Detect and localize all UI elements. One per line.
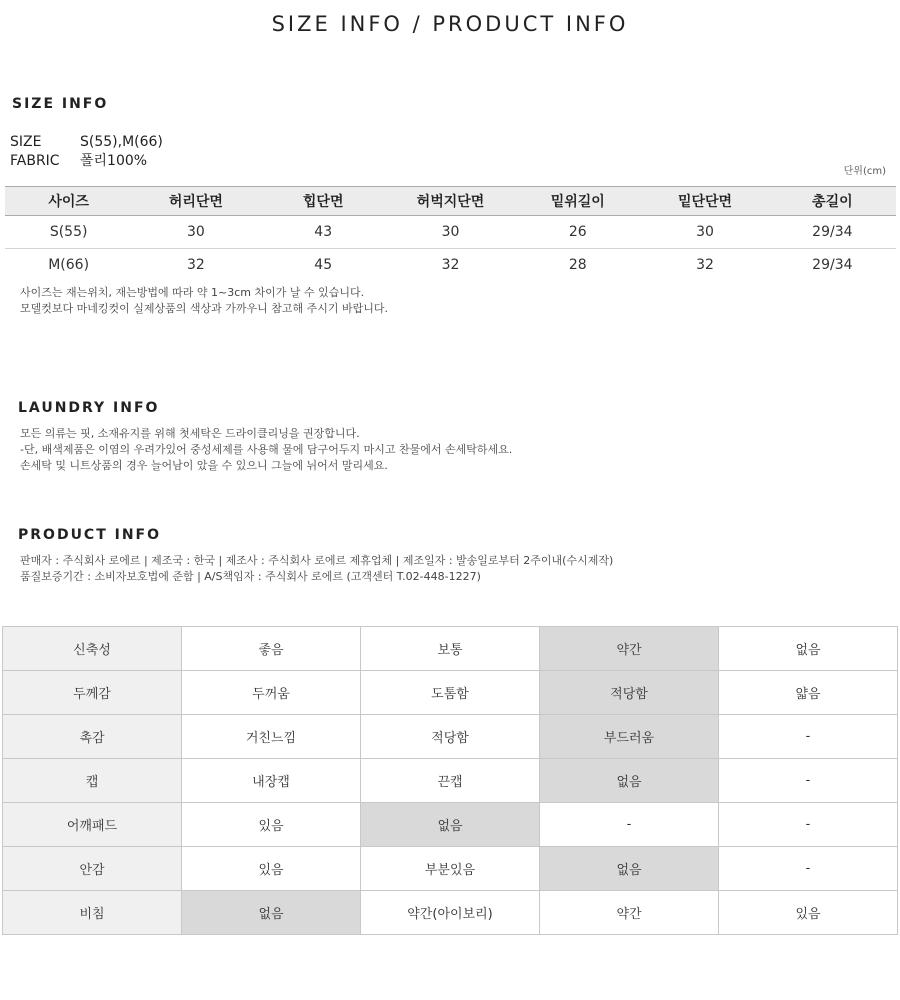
feel-option: 없음 [540,759,719,803]
product-info-line: 판매자 : 주식회사 로에르 | 제조국 : 한국 | 제조사 : 주식회사 로에르 제휴업체 | 제조일자 : 발송일로부터 2주이내(수시제작) [20,554,614,567]
feel-option: 좋음 [182,627,361,671]
feel-option: 적당함 [540,671,719,715]
feel-option: 없음 [719,627,898,671]
table-cell: 30 [641,216,768,249]
feel-label: 어깨패드 [3,803,182,847]
feel-label: 캡 [3,759,182,803]
feel-option: 내장캡 [182,759,361,803]
table-cell: M(66) [48,257,90,274]
table-row [5,216,896,249]
size-table-header-row [5,187,896,216]
header-rise: 밑위길이 [514,187,641,216]
table-cell: 43 [260,216,387,249]
feel-option: - [719,847,898,891]
feel-option: 두꺼움 [182,671,361,715]
table-cell: 45 [314,257,333,274]
header-hem: 밑단단면 [641,187,768,216]
feel-option: - [540,803,719,847]
laundry-line: -단, 배색제품은 이염의 우려가있어 중성세제를 사용해 물에 담구어두지 마시고 찬물에서 손세탁하세요. [20,443,513,456]
size-note-line: 사이즈는 재는위치, 재는방법에 따라 약 1~3cm 차이가 날 수 있습니다. [20,286,365,299]
feel-label: 안감 [3,847,182,891]
feel-option: 적당함 [361,715,540,759]
feel-option: - [719,759,898,803]
table-cell: 32 [187,257,205,274]
feel-option: 없음 [182,891,361,935]
header-thigh: 허벅지단면 [387,187,514,216]
feel-option: 있음 [719,891,898,935]
size-value: S(55),M(66) [80,134,163,150]
feel-option: - [719,803,898,847]
feel-row [3,715,898,759]
feel-row [3,627,898,671]
feel-option: 없음 [540,847,719,891]
feel-option: - [719,715,898,759]
feel-row [3,671,898,715]
table-cell: 32 [696,257,714,274]
table-cell: 30 [387,216,514,249]
fabric-spec-row [10,150,147,170]
feel-label: 촉감 [3,715,182,759]
laundry-line: 모든 의류는 핏, 소재유지를 위해 첫세탁은 드라이클리닝을 권장합니다. [20,427,360,440]
header-length: 총길이 [769,187,896,216]
size-notes [20,285,388,317]
laundry-line: 손세탁 및 니트상품의 경우 늘어남이 았을 수 있으니 그늘에 뉘어서 말리세요. [20,459,388,472]
table-cell: 29/34 [769,216,896,249]
size-label: SIZE [10,134,42,150]
page-title: SIZE INFO / PRODUCT INFO [271,12,629,36]
feel-option: 약간 [540,627,719,671]
feel-label: 신축성 [3,627,182,671]
table-cell: S(55) [5,216,132,249]
feel-row [3,759,898,803]
feel-option: 보통 [361,627,540,671]
size-info-heading: SIZE INFO [12,96,109,112]
feel-label: 두께감 [3,671,182,715]
table-cell: 29/34 [812,257,853,274]
feel-option: 도톰함 [361,671,540,715]
feel-row [3,847,898,891]
feel-option: 있음 [182,847,361,891]
header-waist: 허리단면 [132,187,259,216]
table-cell: 32 [441,257,460,274]
feel-option: 부드러움 [540,715,719,759]
table-cell: 26 [514,216,641,249]
fabric-value: 폴리100% [80,153,148,169]
table-cell: 30 [132,216,259,249]
header-size: 사이즈 [5,187,132,216]
feel-label: 비침 [3,891,182,935]
size-table [5,186,896,282]
feel-option: 부분있음 [361,847,540,891]
fabric-feel-table [2,626,898,935]
fabric-label: FABRIC [10,153,60,169]
product-notes [20,553,613,585]
size-note-line: 모델컷보다 마네킹컷이 실제상품의 색상과 가까우니 참고해 주시기 바랍니다. [20,302,389,315]
laundry-notes [20,426,512,474]
header-hip: 힙단면 [260,187,387,216]
table-row [5,249,896,282]
feel-option: 약간(아이보리) [361,891,540,935]
feel-row [3,803,898,847]
table-cell: 28 [568,257,587,274]
feel-option: 있음 [182,803,361,847]
product-info-heading: PRODUCT INFO [18,527,162,543]
feel-row [3,891,898,935]
feel-option: 약간 [540,891,719,935]
unit-label: 단위(cm) [843,166,886,177]
feel-option: 얇음 [719,671,898,715]
feel-option: 거친느낌 [182,715,361,759]
feel-option: 없음 [361,803,540,847]
size-spec-row [10,134,163,150]
feel-option: 끈캡 [361,759,540,803]
laundry-info-heading: LAUNDRY INFO [18,400,160,416]
product-info-line: 품질보증기간 : 소비자보호법에 준함 | A/S책임자 : 주식회사 로에르 (고객센터 T.02-448-1227) [20,570,481,583]
